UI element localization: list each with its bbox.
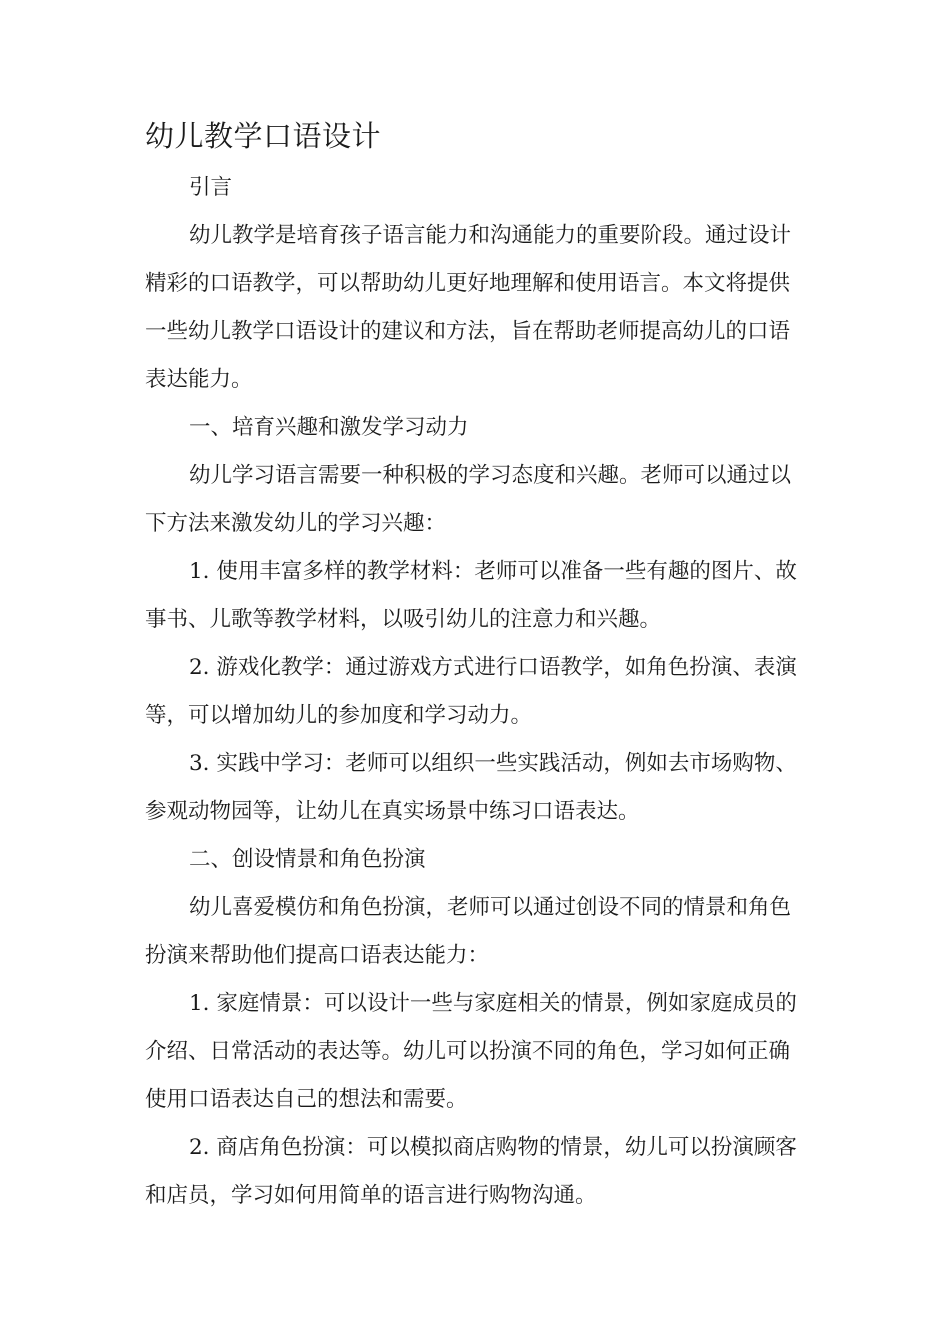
list-item: 3. 实践中学习：老师可以组织一些实践活动，例如去市场购物、参观动物园等，让幼儿在真实场景中练习口语表达。 (145, 751, 797, 824)
paragraph: 幼儿喜爱模仿和角色扮演，老师可以通过创设不同的情景和角色扮演来帮助他们提高口语表达能力： (145, 895, 792, 968)
document-body (145, 164, 810, 1220)
document-title: 幼儿教学口语设计 (145, 119, 382, 153)
list-item: 2. 商店角色扮演：可以模拟商店购物的情景，幼儿可以扮演顾客和店员，学习如何用简单的语言进行购物沟通。 (145, 1135, 797, 1208)
section-heading: 一、培育兴趣和激发学习动力 (189, 415, 469, 440)
paragraph-intro-heading: 引言 (189, 175, 233, 200)
list-item: 1. 家庭情景：可以设计一些与家庭相关的情景，例如家庭成员的介绍、日常活动的表达等。幼儿可以扮演不同的角色，学习如何正确使用口语表达自己的想法和需要。 (145, 991, 797, 1112)
list-item: 1. 使用丰富多样的教学材料：老师可以准备一些有趣的图片、故事书、儿歌等教学材料，以吸引幼儿的注意力和兴趣。 (145, 559, 797, 632)
list-item: 2. 游戏化教学：通过游戏方式进行口语教学，如角色扮演、表演等，可以增加幼儿的参加度和学习动力。 (145, 655, 797, 728)
section-heading: 二、创设情景和角色扮演 (189, 847, 426, 872)
paragraph: 幼儿教学是培育孩子语言能力和沟通能力的重要阶段。通过设计精彩的口语教学，可以帮助幼儿更好地理解和使用语言。本文将提供一些幼儿教学口语设计的建议和方法，旨在帮助老师提高幼儿的口语表达能力。 (145, 223, 792, 392)
paragraph: 幼儿学习语言需要一种积极的学习态度和兴趣。老师可以通过以下方法来激发幼儿的学习兴趣： (145, 463, 792, 536)
